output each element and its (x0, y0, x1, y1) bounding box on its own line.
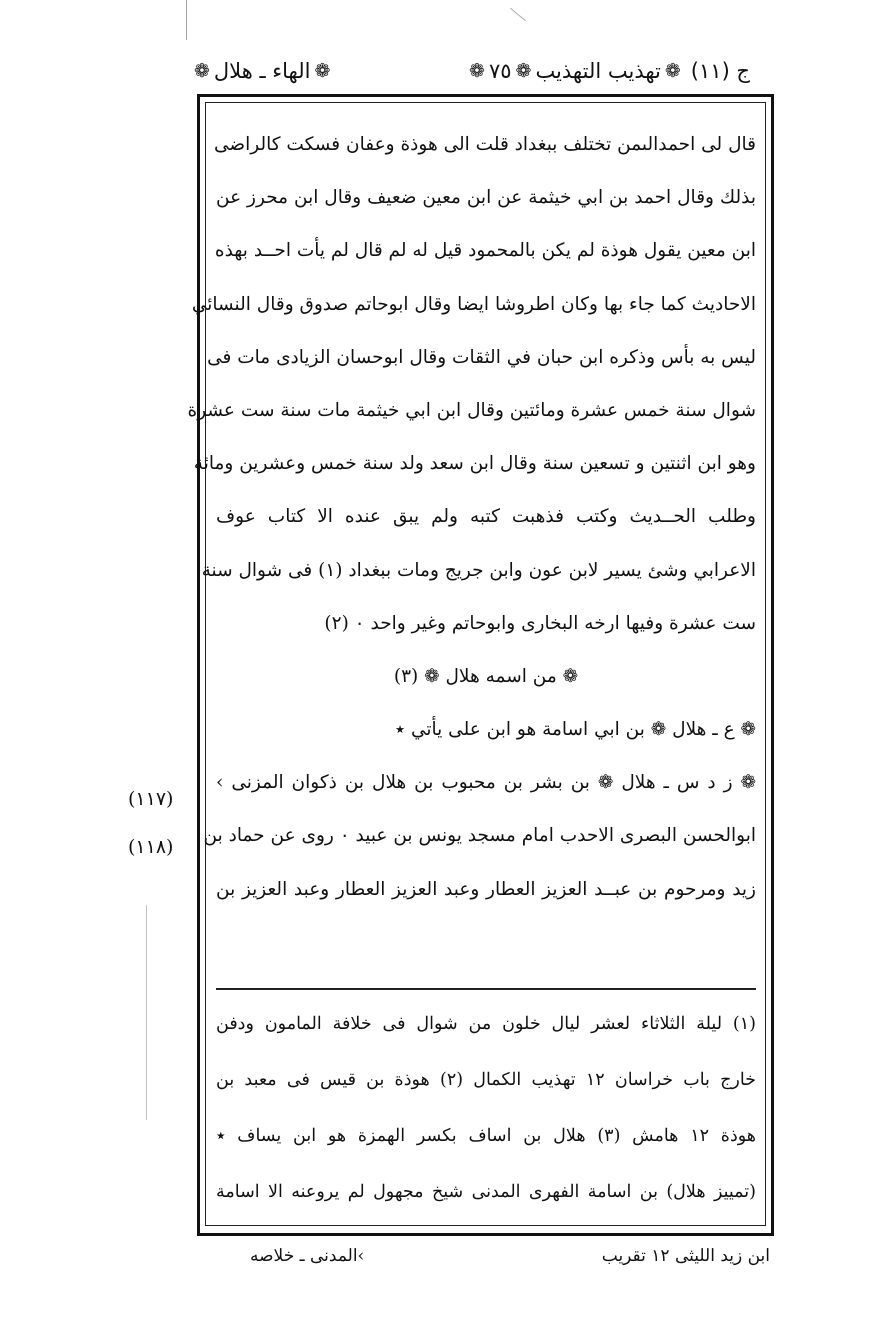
margin-number: (١١٧) (128, 788, 174, 810)
text-line: ست عشرة وفيها ارخه البخارى وابوحاتم وغير واحد ٠ (٢) (324, 612, 756, 634)
main-text (187, 118, 756, 916)
ornament-icon: ❁ (515, 60, 532, 82)
text-line: الاحاديث كما جاء بها وكان اطروشا ايضا وقال ابوحاتم صدوق وقال النسائي (191, 293, 756, 315)
footnote-line: (١) ليلة الثلاثاء لعشر ليال خلون من شوال فى خلافة المامون ودفن (216, 1014, 756, 1034)
page-number: ٧٥ (488, 59, 512, 83)
bottom-note-right: ابن زيد الليثى ١٢ تقريب (601, 1246, 770, 1266)
ornament-icon: ❁ (314, 60, 331, 82)
text-line: ابن معين يقول هوذة لم يكن بالمحمود قيل له لم قال لم يأت احــد بهذه (214, 240, 756, 262)
footnote-separator (216, 988, 756, 990)
text-line: شوال سنة خمس عشرة ومائتين وقال ابن ابي خيثمة مات سنة ست عشرة (187, 399, 756, 421)
ornament-icon: ❁ (469, 60, 485, 82)
scan-mark (186, 0, 187, 40)
footnotes (216, 996, 756, 1220)
volume-label: ج (١١) (690, 59, 750, 83)
text-line: قال لى احمدالىمن تختلف ببغداد قلت الى هوذة وعفان فسكت كالراضى (213, 134, 756, 155)
bottom-note-left: ›المدنى ـ خلاصه (250, 1246, 365, 1266)
entry-heading: ❁ ع ـ هلال ❁ بن ابي اسامة هو ابن على يأتي ٭ (394, 719, 756, 741)
text-line: ليس به بأس وذكره ابن حبان في الثقات وقال ابوحسان الزيادى مات فى (207, 346, 756, 368)
text-line: بذلك وقال احمد بن ابي خيثمة عن ابن معين ضعيف وقال ابن محرز عن (216, 187, 756, 209)
section-title: الهاء ـ هلال (213, 59, 311, 83)
footnote-line: هوذة ١٢ هامش (٣) هلال بن اساف بكسر الهمزة هو ابن يساف ٭ (216, 1126, 757, 1146)
book-title: تهذيب التهذيب (535, 59, 661, 83)
footnote-line: خارج باب خراسان ١٢ تهذيب الكمال (٢) هوذة بن قيس فى معبد بن (216, 1070, 756, 1090)
text-line: وطلب الحــديث وكتب فذهبت كتبه ولم يبق عنده الا كتاب عوف (216, 506, 756, 528)
margin-number: (١١٨) (128, 836, 174, 858)
ornament-icon: ❁ (664, 60, 681, 82)
scan-mark (146, 905, 147, 1120)
scan-mark (510, 8, 526, 22)
text-line: زيد ومرحوم بن عبــد العزيز العطار وعبد العزيز العطار وعبد العزيز بن (216, 878, 756, 900)
ornament-icon: ❁ (194, 60, 210, 82)
text-line: ابوالحسن البصرى الاحدب امام مسجد يونس بن عبيد ٠ روى عن حماد بن (203, 825, 756, 847)
section-heading: ❁ من اسمه هلال ❁ (٣) (393, 665, 579, 687)
text-line: وهو ابن اثنتين و تسعين سنة وقال ابن سعد ولد سنة خمس وعشرين ومائة (193, 453, 756, 475)
text-line: الاعرابي وشئ يسير لابن عون وابن جريج ومات ببغداد (١) فى شوال سنة (201, 559, 756, 581)
bottom-notes (250, 1246, 770, 1266)
running-header (190, 54, 750, 88)
entry-heading: ❁ ز د س ـ هلال ❁ بن بشر بن محبوب بن هلال بن ذكوان المزنى › (216, 772, 756, 794)
footnote-line: (تمييز هلال) بن اسامة الفهرى المدنى شيخ مجهول لم يروعنه الا اسامة (216, 1182, 756, 1202)
